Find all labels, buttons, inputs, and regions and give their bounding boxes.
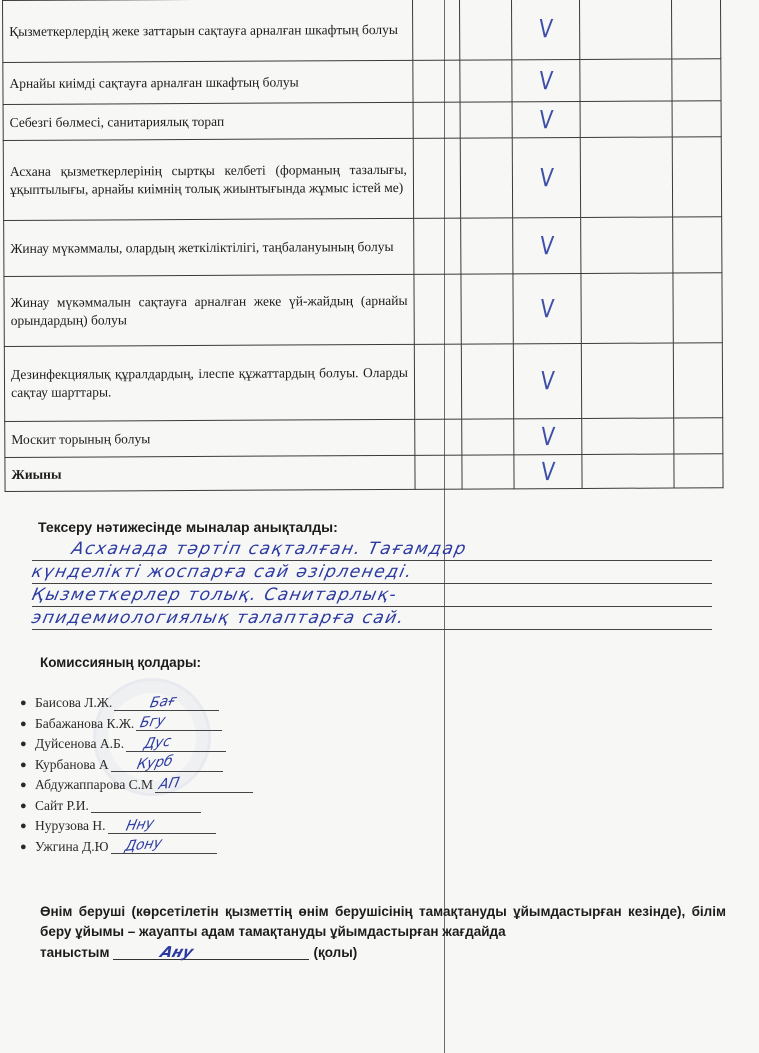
checklist-cell: [460, 60, 512, 102]
handwritten-finding: күнделікті жоспарға сай әзірленеді.: [29, 562, 415, 582]
list-item: [20, 816, 253, 837]
checklist-cell: [460, 102, 512, 138]
checklist-cell: [415, 419, 462, 455]
findings-line: [29, 559, 712, 584]
checklist-item-label: Дезинфекциялық құралдардың, ілеспе құжаттардың болуы. Оларды сақтау шарттары.: [4, 344, 414, 421]
checklist-row: [5, 454, 723, 492]
bullet-icon: ●: [20, 717, 27, 730]
checklist-cell: [580, 101, 672, 137]
signature-caption: (қолы): [313, 945, 358, 960]
signature-line: [111, 835, 217, 856]
findings-heading: Тексеру нәтижесінде мыналар анықталды:: [38, 519, 338, 535]
checklist-cell: [672, 59, 721, 101]
bullet-icon: ●: [20, 840, 27, 853]
check-mark: V: [538, 230, 555, 260]
checklist-cell: [673, 217, 722, 273]
checklist-cell: [580, 59, 672, 101]
acknowledgement-signature-line: [113, 945, 309, 960]
bullet-icon: ●: [20, 697, 27, 710]
checklist-row: [4, 273, 722, 347]
check-mark: V: [537, 13, 554, 43]
checklist-cell: [415, 455, 462, 489]
handwritten-finding: Қызметкерлер толық. Санитарлық-: [29, 585, 400, 605]
member-name: Баисова Л.Ж.: [35, 695, 113, 711]
check-mark-cell: [512, 137, 580, 217]
handwritten-signature: Бгу: [138, 712, 168, 732]
member-name: Курбанова А: [35, 756, 109, 772]
checklist-cell: [581, 343, 673, 418]
checklist-cell: [462, 455, 514, 489]
member-name: Дуйсенова А.Б.: [35, 736, 125, 752]
checklist-cell: [459, 0, 511, 60]
acknowledged-label: таныстым: [40, 945, 110, 960]
member-name: Нурузова Н.: [35, 818, 106, 834]
checklist-cell: [672, 137, 721, 217]
check-mark-cell: [513, 343, 581, 418]
handwritten-signature: Нну: [123, 815, 156, 835]
checklist-cell: [461, 344, 513, 419]
checklist-cell: [582, 454, 674, 488]
bullet-icon: ●: [20, 799, 27, 812]
checklist-cell: [674, 418, 723, 454]
checklist-cell: [579, 0, 671, 59]
member-name: Абдужаппарова С.М: [35, 777, 154, 793]
check-mark: V: [538, 104, 555, 134]
checklist-cell: [582, 418, 674, 454]
signature-line: [111, 753, 223, 774]
checklist-item-label: Москит торының болуы: [5, 419, 415, 457]
commission-heading: Комиссияның қолдары:: [40, 655, 201, 670]
checklist-row: [4, 343, 722, 422]
findings-line: [32, 536, 712, 561]
checklist-cell: [671, 0, 720, 59]
checklist-cell: [461, 218, 513, 274]
list-item: [20, 755, 253, 776]
bullet-icon: ●: [20, 820, 27, 833]
bullet-icon: ●: [20, 758, 27, 771]
checklist-item-label: Жинау мүкәммалын сақтауға арналған жеке үй-жайдың (арнайы орындардың) болуы: [4, 274, 414, 346]
checklist-row: [5, 418, 723, 458]
checklist-cell: [581, 273, 673, 343]
list-item: [20, 775, 253, 796]
checklist-row: [4, 217, 722, 277]
checklist-cell: [581, 217, 673, 273]
bullet-icon: ●: [20, 738, 27, 751]
checklist-row: [3, 137, 721, 221]
checklist-item-label: Жинау мүкәммалы, олардың жеткіліктілігі, таңбалануының болуы: [4, 218, 414, 276]
checklist-row: [3, 0, 721, 62]
checklist-cell: [673, 343, 722, 418]
checklist-row: [3, 59, 721, 105]
list-item: [20, 714, 253, 735]
bullet-icon: ●: [20, 779, 27, 792]
checklist-cell: [413, 138, 460, 218]
checklist-cell: [414, 274, 461, 344]
handwritten-signature: Бағ: [148, 692, 178, 712]
handwritten-signature: АП: [157, 774, 181, 794]
handwritten-signature: Ану: [158, 943, 197, 961]
acknowledgement-row: [40, 945, 357, 960]
check-mark: V: [539, 293, 556, 323]
commission-members-list: [20, 693, 253, 857]
checklist-cell: [674, 454, 723, 488]
list-item: [20, 734, 253, 755]
list-item: [20, 693, 253, 714]
signature-line: [91, 798, 201, 813]
supplier-acknowledgement-text: Өнім беруші (көрсетілетін қызметтің өнім берушісінің тамақтануды ұйымдастырған кезінде), білім беру ұйымы – жауапты адам тамақтануды ұйымдастырған жағдайда: [40, 904, 726, 939]
checklist-item-label: Арнайы киімді сақтауға арналған шкафтың болуы: [3, 60, 413, 104]
check-mark-cell: [514, 454, 582, 488]
checklist-cell: [672, 101, 721, 137]
list-item: [20, 796, 253, 817]
check-mark: V: [539, 421, 556, 451]
member-name: Ужгина Д.Ю: [35, 838, 109, 854]
check-mark-cell: [512, 101, 580, 137]
handwritten-signature: Курб: [134, 753, 175, 774]
check-mark-cell: [513, 217, 581, 273]
signature-line: [126, 733, 226, 753]
handwritten-finding: Асханада тәртіп сақталған. Тағамдар: [69, 539, 469, 559]
check-mark: V: [537, 65, 554, 95]
checklist-cell: [460, 138, 512, 218]
check-mark-cell: [514, 418, 582, 454]
handwritten-finding: эпидемиологиялық талаптарға сай.: [29, 608, 407, 628]
check-mark-cell: [511, 0, 579, 60]
handwritten-signature: Дус: [142, 733, 173, 753]
check-mark: V: [539, 456, 556, 486]
handwritten-signature: Дону: [122, 835, 164, 856]
member-name: Бабажанова К.Ж.: [35, 715, 135, 731]
signature-line: [108, 815, 216, 835]
checklist-total-label: Жиыны: [5, 455, 415, 491]
check-mark-cell: [513, 273, 581, 343]
signature-line: [136, 712, 222, 732]
checklist-cell: [462, 419, 514, 455]
checklist-cell: [414, 344, 461, 419]
checklist-cell: [461, 274, 513, 344]
checklist-cell: [412, 0, 459, 60]
signature-line: [155, 774, 253, 794]
checklist-cell: [673, 273, 722, 343]
check-mark-cell: [512, 59, 580, 101]
checklist-cell: [413, 102, 460, 138]
checklist-item-label: Қызметкерлердің жеке заттарын сақтауға арналған шкафтың болуы: [3, 0, 413, 62]
checklist-cell: [580, 137, 672, 217]
checklist-cell: [413, 60, 460, 102]
checklist-row: [3, 101, 721, 141]
checklist-table: [2, 0, 724, 492]
findings-line: [29, 605, 712, 630]
findings-line: [29, 582, 712, 607]
checklist-item-label: Себезгі бөлмесі, санитариялық торап: [3, 102, 413, 140]
checklist-item-label: Асхана қызметкерлерінің сыртқы келбеті (форманың тазалығы, ұқыптылығы, арнайы киімнің толық жиынтығында жұмыс істей ме): [3, 138, 413, 220]
member-name: Сайт Р.И.: [35, 797, 89, 813]
list-item: [20, 837, 253, 858]
check-mark: V: [538, 162, 555, 192]
checklist-cell: [414, 218, 461, 274]
check-mark: V: [539, 366, 556, 396]
signature-line: [114, 692, 219, 712]
